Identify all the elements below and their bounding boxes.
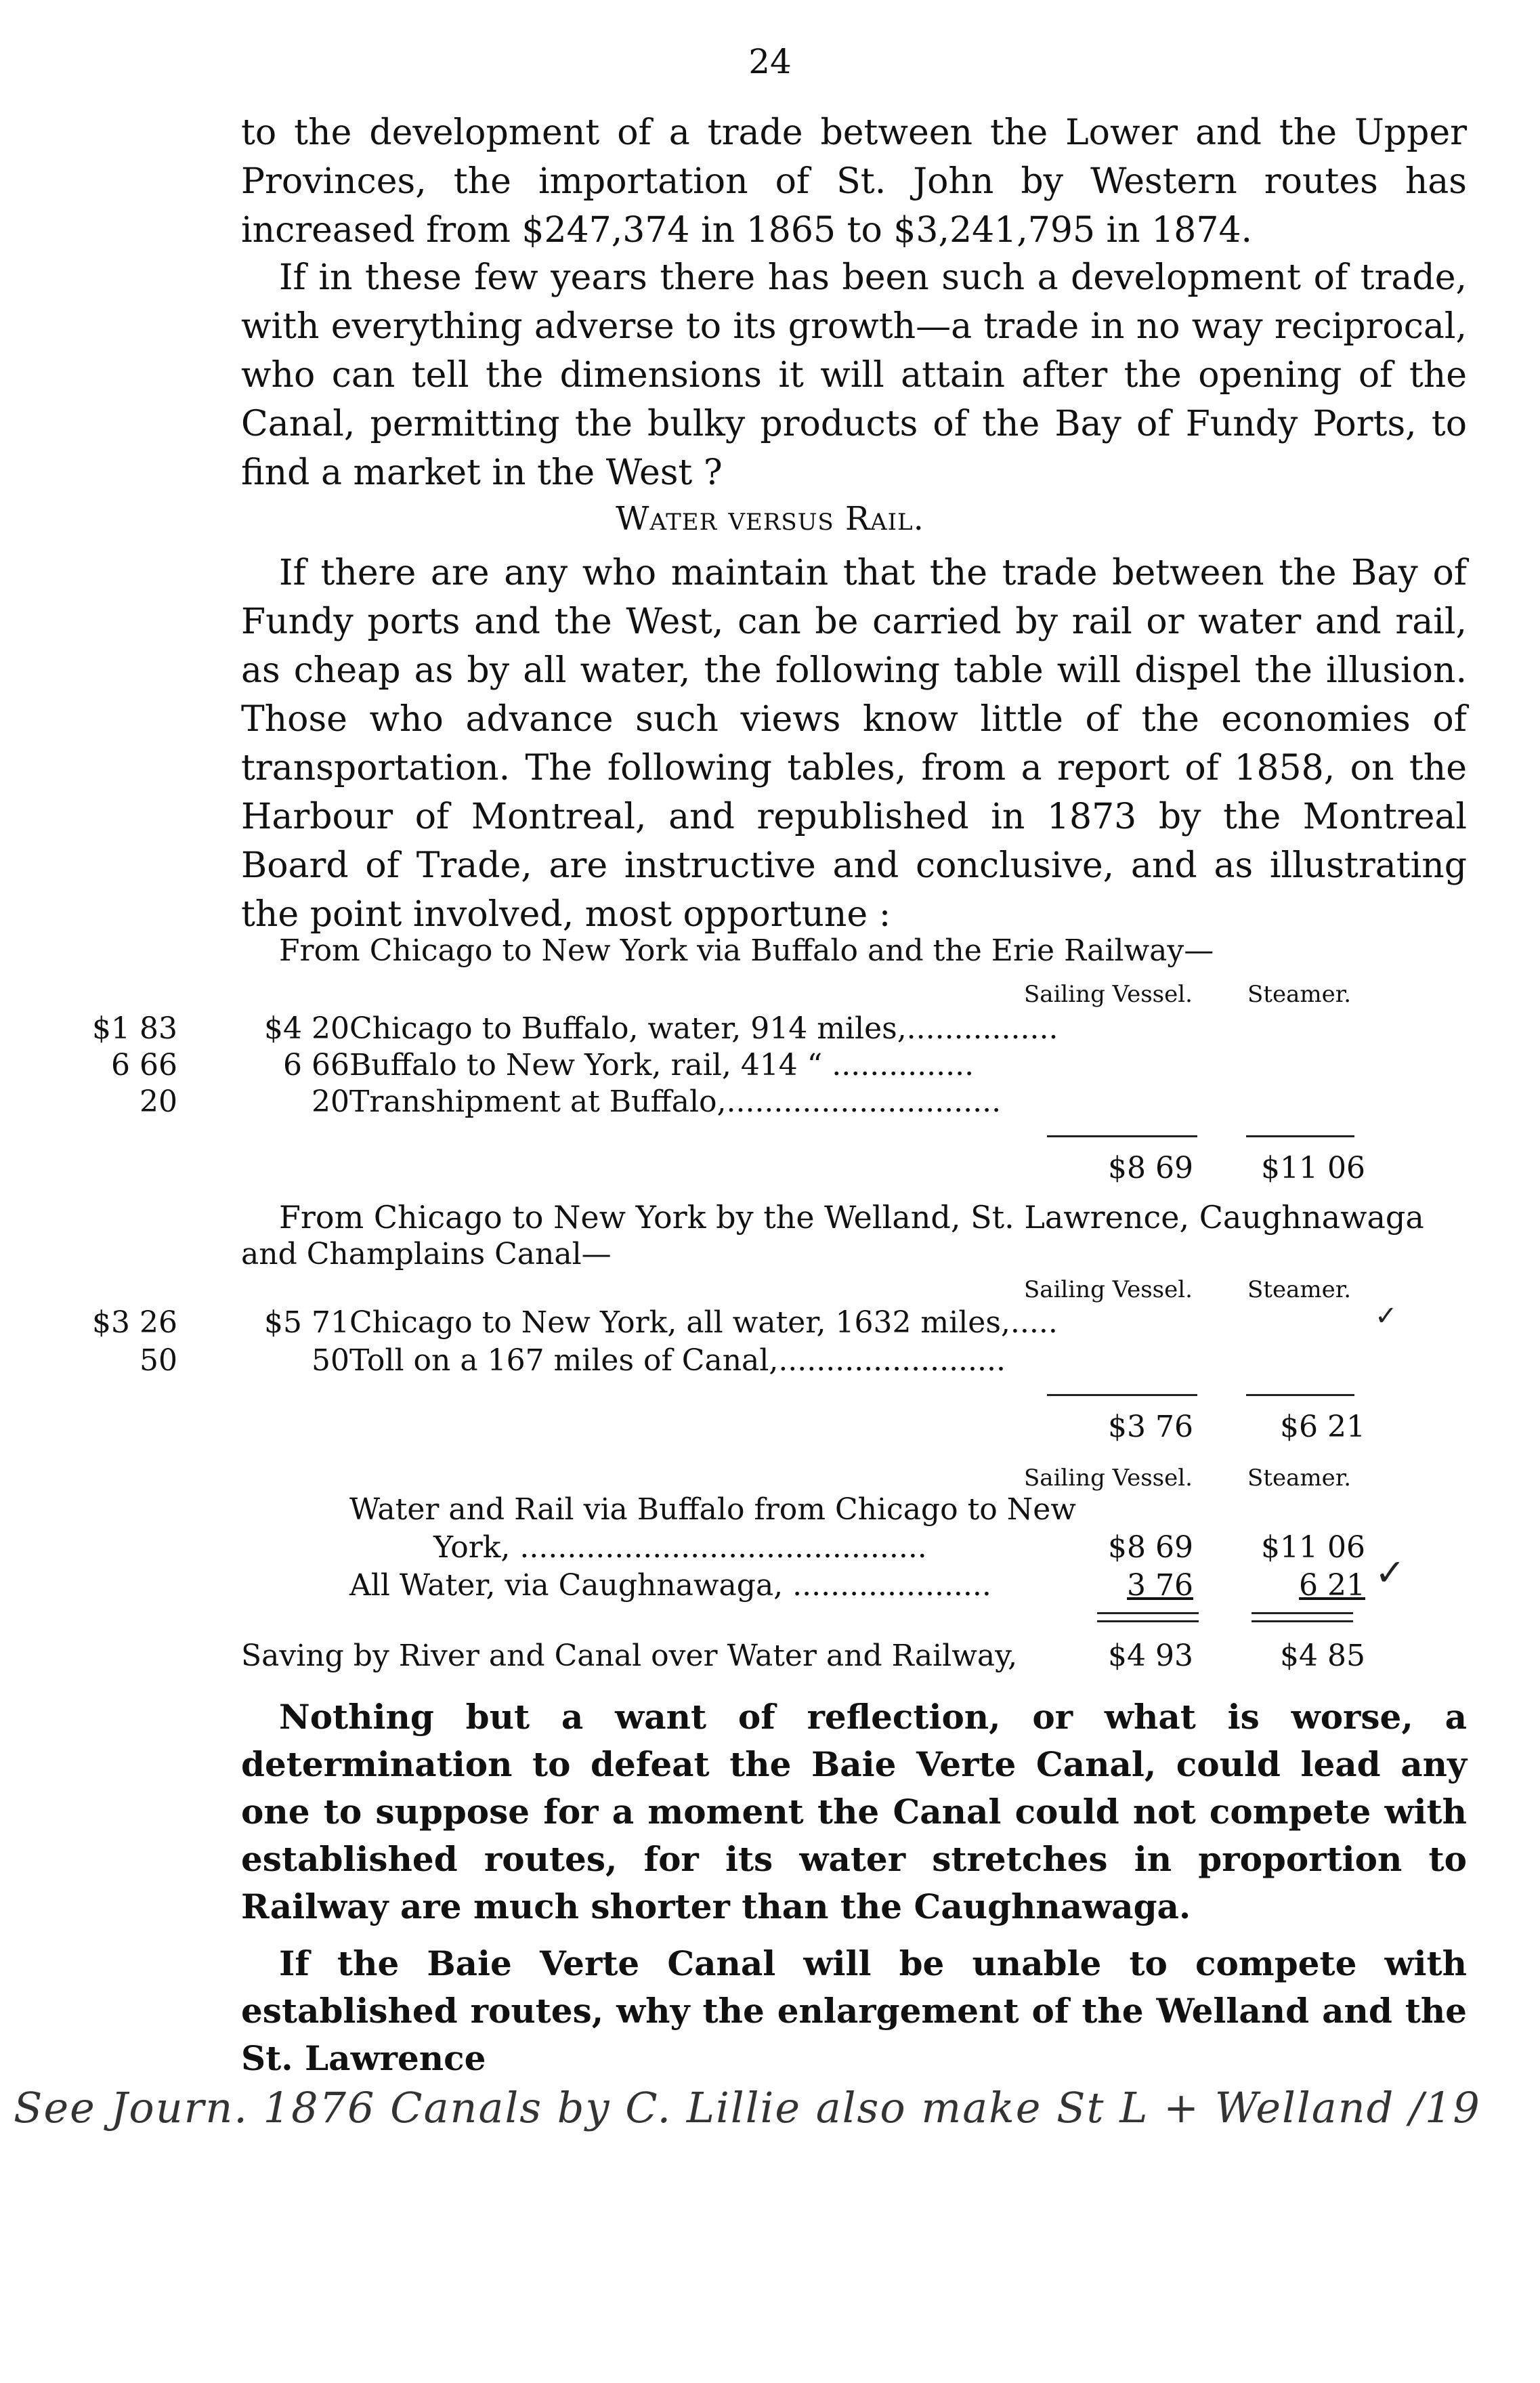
table1-row1-sailing: $1 83 (92, 1011, 177, 1046)
paragraph-3 (241, 549, 1467, 939)
table3-row1-label-line1: Water and Rail via Buffalo from Chicago to New (349, 1492, 1076, 1527)
table3-body (349, 1492, 1365, 1614)
table2-total-sailing: $3 76 (1108, 1410, 1193, 1444)
table1-row2-steamer: 6 66 (283, 1048, 349, 1082)
table1-row2-sailing: 6 66 (111, 1048, 177, 1082)
table3-row1-sailing: $8 69 (1108, 1530, 1193, 1565)
table3-row2-sailing: 3 76 (1127, 1568, 1193, 1603)
table1-total-sailing: $8 69 (1108, 1151, 1193, 1185)
table3-row2-steamer: 6 21 (1299, 1568, 1365, 1603)
table2-row1-steamer: $5 71 (264, 1305, 349, 1340)
page-number: 24 (748, 42, 792, 81)
table2-row2-label: Toll on a 167 miles of Canal,........................ (349, 1343, 1006, 1378)
table3-saving-steamer: $4 85 (1280, 1639, 1365, 1673)
table1-intro: From Chicago to New York via Buffalo and the Erie Railway— (279, 933, 1214, 968)
paragraph-4 (241, 1693, 1467, 1931)
paragraph-1-text: to the development of a trade between the Lower and the Upper Provinces, the importation of St. John by Western routes has increased from $247,374 in 1865 to $3,241,795 in 1874. (241, 112, 1467, 251)
table2-row2-sailing: 50 (140, 1343, 177, 1378)
table1-total-steamer: $11 06 (1261, 1151, 1365, 1185)
table2-intro-line2: and Champlains Canal— (241, 1237, 612, 1271)
table1-sum-rule-steamer (1246, 1135, 1354, 1137)
paragraph-3-text: If there are any who maintain that the trade between the Bay of Fundy ports and the West, can be carried by rail or water and rail, as cheap as by all water, the following table will dispel the illusion. Those who advance such views know little of the economies of transportation. The following tables, from a report of 1858, on the Harbour of Montreal, and republished in 1873 by the Montreal Board of Trade, are instructive and conclusive, and as illustrating the point involved, most opportune : (241, 553, 1467, 935)
paragraph-2 (241, 253, 1467, 497)
section-heading (0, 500, 1540, 538)
paragraph-1 (241, 108, 1467, 255)
table2-row1-label: Chicago to New York, all water, 1632 miles,..... (349, 1305, 1058, 1340)
table1-sum-rule-sailing (1047, 1135, 1197, 1137)
table1-col-sailing-header: Sailing Vessel. (1024, 981, 1193, 1008)
table2-col-steamer-header: Steamer. (1247, 1276, 1352, 1303)
table3-col-sailing-header: Sailing Vessel. (1024, 1464, 1193, 1492)
table2-sum-rule-steamer (1246, 1394, 1354, 1396)
handwritten-annotation: See Journ. 1876 Canals by C. Lillie also make St L + Welland /19 (14, 2083, 1481, 2132)
table1-row1-steamer: $4 20 (264, 1011, 349, 1046)
paragraph-5-text: If the Baie Verte Canal will be unable to compete with established routes, why the enlargement of the Welland and the St. Lawrence (241, 1943, 1467, 2078)
paragraph-4-text: Nothing but a want of reflection, or what is worse, a determination to defeat the Baie Verte Canal, could lead any one to suppose for a moment the Canal could not compete with established routes, for its water stretches in proportion to Railway are much shorter than the Caughnawaga. (241, 1697, 1467, 1926)
table2-sum-rule-sailing (1047, 1394, 1197, 1396)
table3-double-rule-sailing (1097, 1612, 1199, 1622)
table3-col-steamer-header: Steamer. (1247, 1464, 1352, 1492)
table1-body (92, 1011, 1365, 1126)
table2-row2-steamer: 50 (312, 1343, 349, 1378)
table2-col-sailing-header: Sailing Vessel. (1024, 1276, 1193, 1303)
paragraph-5 (241, 1940, 1467, 2082)
check-mark-icon: ✓ (1375, 1301, 1398, 1332)
table1-row3-label: Transhipment at Buffalo,............................. (349, 1084, 1002, 1119)
table1-row1-label: Chicago to Buffalo, water, 914 miles,................ (349, 1011, 1058, 1046)
table2-row1-sailing: $3 26 (92, 1305, 177, 1340)
table2-totals (349, 1409, 1365, 1450)
table3-saving-sailing: $4 93 (1108, 1639, 1193, 1673)
table1-row3-sailing: 20 (140, 1084, 177, 1119)
table3-double-rule-steamer (1252, 1612, 1353, 1622)
table3-row1-steamer: $11 06 (1261, 1530, 1365, 1565)
table2-body (92, 1305, 1365, 1383)
check-mark-icon: ✓ (1375, 1551, 1406, 1594)
table2-total-steamer: $6 21 (1280, 1410, 1365, 1444)
table3-saving-label: Saving by River and Canal over Water and Railway, (241, 1639, 1018, 1673)
paragraph-2-text: If in these few years there has been such a development of trade, with everything adverse to its growth—a trade in no way reciprocal, who can tell the dimensions it will attain after the opening of the Canal, permitting the bulky products of the Bay of Fundy Ports, to find a market in the West ? (241, 257, 1467, 493)
table1-row3-steamer: 20 (312, 1084, 349, 1119)
table2-intro-line1: From Chicago to New York by the Welland, St. Lawrence, Caughnawaga (279, 1199, 1424, 1236)
table3-saving-row (241, 1638, 1365, 1679)
table3-row1-label-line2: York, ........................................... (433, 1530, 927, 1565)
table1-col-steamer-header: Steamer. (1247, 981, 1352, 1008)
section-heading-text: Water versus Rail. (616, 500, 924, 538)
table3-row2-label: All Water, via Caughnawaga, ..................... (349, 1568, 991, 1603)
table1-totals (349, 1150, 1365, 1191)
table1-row2-label: Buffalo to New York, rail, 414 “ ............... (349, 1048, 975, 1082)
